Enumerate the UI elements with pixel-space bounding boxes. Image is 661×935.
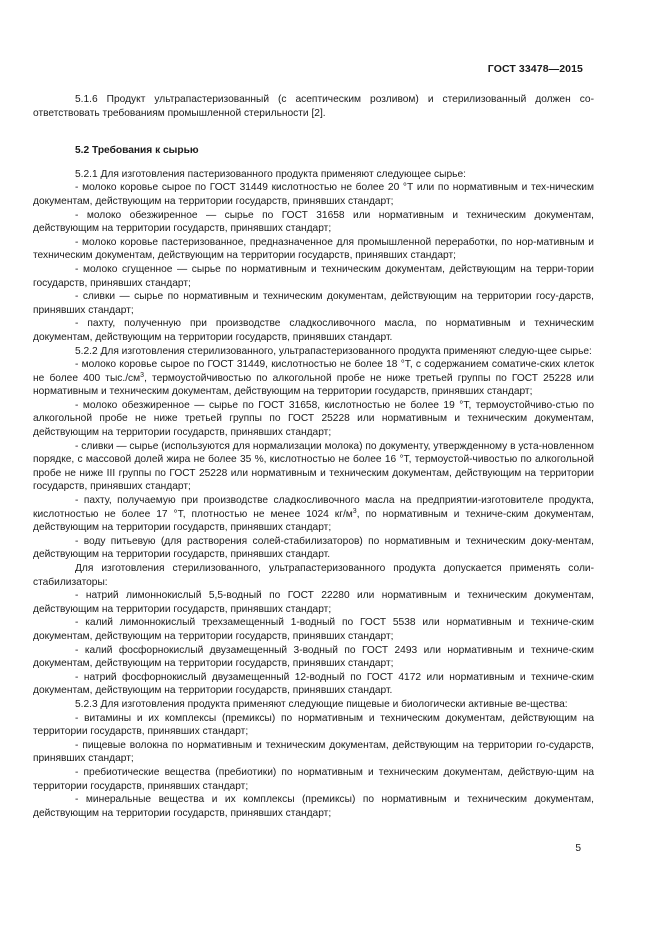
spacer: [33, 120, 594, 130]
superscript: 3: [140, 371, 145, 379]
paragraph: - пребиотические вещества (пребиотики) по нормативным и техническим документам, действую-щим на территории государств, принявших стандарт;: [33, 766, 594, 792]
paragraph-text: - пахту, получаемую при производстве сладкосливочного масла на предприятии-изготовителе продукта, кислотностью не более 17 °Т, плотностью не менее 1024 кг/м: [33, 495, 594, 520]
paragraph: - витамины и их комплексы (премиксы) по нормативным и техническим документам, действующим на территории государств, принявших стандарт;: [33, 712, 594, 738]
paragraph: 5.2.2 Для изготовления стерилизованного, ультрапастеризованного продукта применяют следую-щее сырье:: [75, 345, 592, 357]
paragraph: - пищевые волокна по нормативным и техническим документам, действующим на территории го-сударств, принявших стандарт;: [33, 739, 594, 765]
page-number: 5: [575, 843, 581, 854]
section-heading: 5.2 Требования к сырью: [75, 145, 199, 157]
paragraph: 5.2.1 Для изготовления пастеризованного продукта применяют следующее сырье:: [75, 168, 466, 180]
document-body: [33, 93, 594, 820]
paragraph-text: - молоко коровье сырое по ГОСТ 31449, кислотностью не более 18 °Т, с содержанием соматиче-ских клеток не более 400 тыс./см: [33, 359, 594, 384]
paragraph: - калий фосфорнокислый двузамещенный 3-водный по ГОСТ 2493 или нормативным и техниче-ским документам, действующим на территории государств, принявших стандарт;: [33, 644, 594, 670]
paragraph-text: , по нормативным и техниче-ским документам, действующим на территории государств, принявших стандарт;: [33, 508, 594, 534]
paragraph: - сливки — сырье по нормативным и техническим документам, действующим на территории госу-дарств, принявших стандарт;: [33, 291, 594, 316]
paragraph: 5.2.3 Для изготовления продукта применяют следующие пищевые и биологически активные ве-щества:: [75, 698, 568, 710]
paragraph: - натрий фосфорнокислый двузамещенный 12-водный по ГОСТ 4172 или нормативным и техниче-ским документам, действующим на территории государств, принявших стандарт.: [33, 671, 594, 697]
standard-id: ГОСТ 33478—2015: [487, 63, 583, 75]
paragraph-text: , термоустойчивостью по алкогольной пробе не ниже третьей группы по ГОСТ 25228 или нормативным и техническим документам, действующим на территории государств, принявших стандарт;: [33, 372, 594, 398]
superscript: 3: [352, 507, 357, 515]
paragraph: - молоко обезжиренное — сырье по ГОСТ 31658, кислотностью не более 19 °Т, термоустойчиво-стью по алкогольной пробе не ниже третьей группы по ГОСТ 25228 или нормативным и техническим документам, действующим на территории государств, принявших стандарт;: [33, 399, 594, 439]
paragraph: [33, 494, 594, 535]
paragraph: - минеральные вещества и их комплексы (премиксы) по нормативным и техническим документам, действующим на территории государств, принявших стандарт;: [33, 794, 594, 819]
paragraph: 5.1.6 Продукт ультрапастеризованный (с асептическим розливом) и стерилизованный должен со-ответствовать требованиям промышленной стерильности [2].: [33, 94, 594, 119]
paragraph: - воду питьевую (для растворения солей-стабилизаторов) по нормативным и техническим доку-ментам, действующим на территории государств, принявших стандарт.: [33, 535, 594, 561]
paragraph: - молоко коровье сырое по ГОСТ 31449 кислотностью не более 20 °Т или по нормативным и тех-ническим документам, действующим на территории государств, принявших стандарт;: [33, 182, 594, 207]
paragraph: - пахту, полученную при производстве сладкосливочного масла, по нормативным и техническим документам, действующим на территории государств, принявших стандарт.: [33, 318, 594, 343]
paragraph: - калий лимоннокислый трехзамещенный 1-водный по ГОСТ 5538 или нормативным и техниче-ским документам, действующим на территории государств, принявших стандарт;: [33, 617, 594, 642]
paragraph: - молоко обезжиренное — сырье по ГОСТ 31658 или нормативным и техническим документам, действующим на территории государств, принявших стандарт;: [33, 209, 594, 235]
paragraph: Для изготовления стерилизованного, ультрапастеризованного продукта допускается применять соли-стабилизаторы:: [33, 563, 594, 588]
paragraph: - натрий лимоннокислый 5,5-водный по ГОСТ 22280 или нормативным и техническим документам, действующим на территории государств, принявших стандарт;: [33, 590, 594, 615]
paragraph: [33, 358, 594, 399]
paragraph: - сливки — сырье (используются для нормализации молока) по документу, утвержденному в уста-новленном порядке, с массовой долей жира не более 35 %, кислотностью не более 16 °Т, термоустой-чивостью по алкогольной пробе не ниже III группы по ГОСТ 25228 или нормативным и техническим документам, действующим на территории государств, принявших стандарт;: [33, 440, 594, 493]
paragraph: - молоко коровье пастеризованное, предназначенное для промышленной переработки, по нор-мативным и техническим документам, действующим на территории государств, принявших стандарт;: [33, 236, 594, 262]
paragraph: - молоко сгущенное — сырье по нормативным и техническим документам, действующим на терри-тории государств, принявших стандарт;: [33, 263, 594, 289]
